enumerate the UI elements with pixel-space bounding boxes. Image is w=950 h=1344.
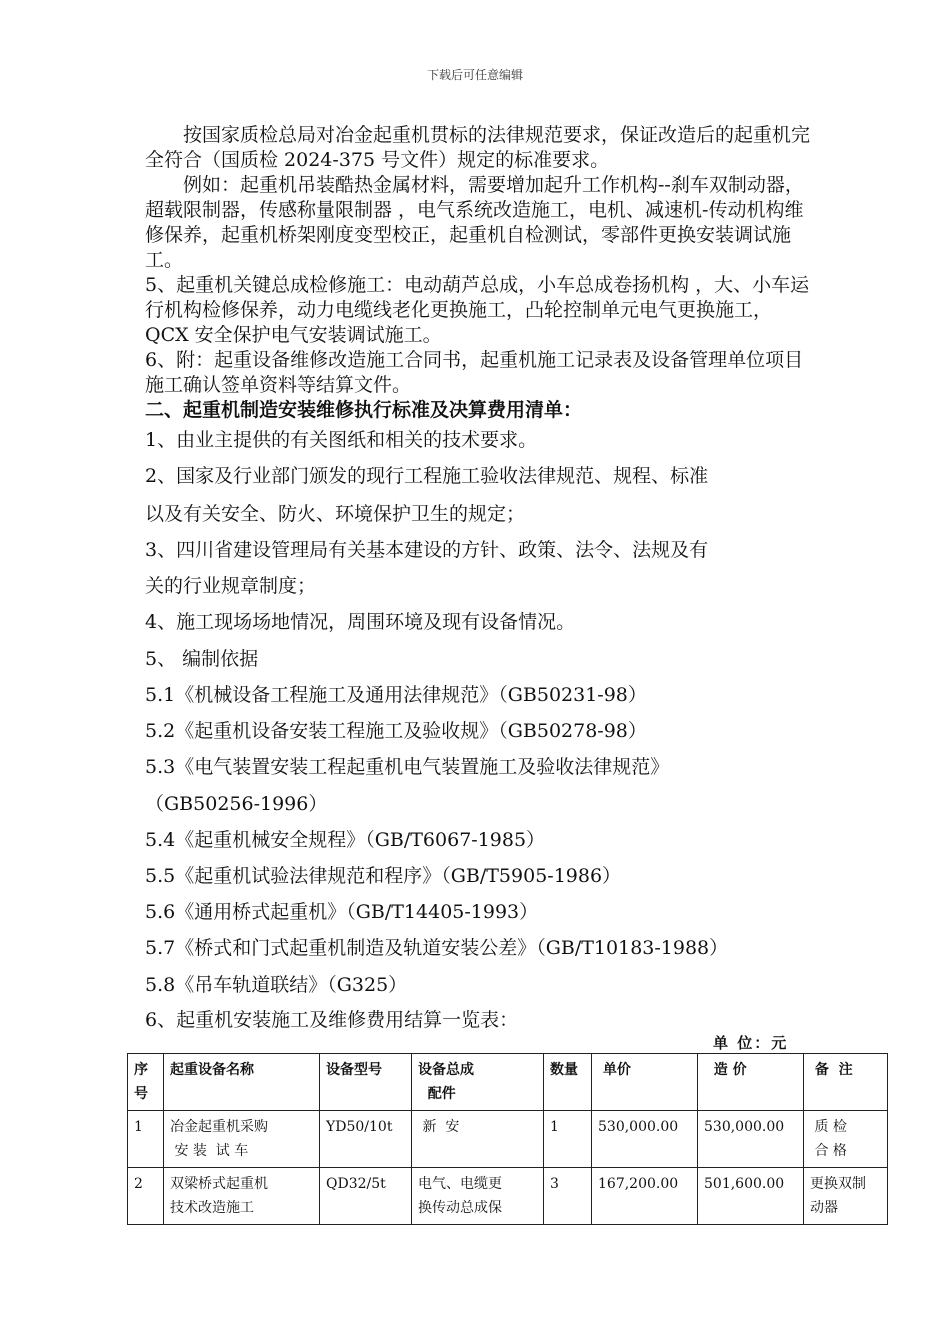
list-item: 5.1《机械设备工程施工及通用法律规范》（GB50231-98） <box>145 684 647 706</box>
list-item: 关的行业规章制度； <box>145 575 317 597</box>
intro-section <box>145 123 815 423</box>
cell-qty: 1 <box>544 1111 592 1168</box>
cell-seq: 2 <box>128 1168 164 1225</box>
unit-label: 单 位：元 <box>713 1034 789 1052</box>
cell-seq: 1 <box>128 1111 164 1168</box>
header-seq: 序号 <box>128 1054 164 1111</box>
cell-total: 530,000.00 <box>698 1111 804 1168</box>
intro-item-5: 5、起重机关键总成检修施工：电动葫芦总成，小车总成卷扬机构 ，大、小车运行机构检修保养，动力电缆线老化更换施工，凸轮控制单元电气更换施工，QCX 安全保护电气安装调试施工。 <box>145 274 810 346</box>
intro-paragraph-2: 例如：起重机吊装酷热金属材料，需要增加起升工作机构--刹车双制动器，超载限制器，传感称量限制器 ，电气系统改造施工，电机、减速机-传动机构维修保养，起重机桥架刚度变型校正，起重机自检测试，零部件更换安装调试施工。 <box>145 174 804 271</box>
header-qty: 数量 <box>544 1054 592 1111</box>
list-item: 5.2《起重机设备安装工程施工及验收规》（GB50278-98） <box>145 720 647 742</box>
header-name: 起重设备名称 <box>164 1054 320 1111</box>
cell-parts: 电气、电缆更 换传动总成保 <box>412 1168 544 1225</box>
table-header-row <box>128 1054 888 1111</box>
cell-name: 冶金起重机采购 安 装 试 车 <box>164 1111 320 1168</box>
list-item: 5.3《电气装置安装工程起重机电气装置施工及验收法律规范》 <box>145 756 670 778</box>
cell-parts: 新 安 <box>412 1111 544 1168</box>
list-item: 5.7《桥式和门式起重机制造及轨道安装公差》（GB/T10183-1988） <box>145 937 729 959</box>
list-item: 5.5《起重机试验法律规范和程序》（GB/T5905-1986） <box>145 865 622 887</box>
list-item: 5.8《吊车轨道联结》（G325） <box>145 974 408 996</box>
cell-qty: 3 <box>544 1168 592 1225</box>
cell-name: 双梁桥式起重机 技术改造施工 <box>164 1168 320 1225</box>
list-item: 以及有关安全、防火、环境保护卫生的规定； <box>145 503 526 525</box>
list-item: 5.4《起重机械安全规程》（GB/T6067-1985） <box>145 829 546 851</box>
header-model: 设备型号 <box>320 1054 412 1111</box>
cell-total: 501,600.00 <box>698 1168 804 1225</box>
header-parts: 设备总成 配件 <box>412 1054 544 1111</box>
cell-remark: 质 检 合 格 <box>804 1111 888 1168</box>
list-item: 2、国家及行业部门颁发的现行工程施工验收法律规范、规程、标准 <box>145 465 709 487</box>
list-item: 3、四川省建设管理局有关基本建设的方针、政策、法令、法规及有 <box>145 539 709 561</box>
cell-remark: 更换双制 动器 <box>804 1168 888 1225</box>
cell-unit-price: 530,000.00 <box>592 1111 698 1168</box>
cost-table <box>127 1053 888 1225</box>
cell-unit-price: 167,200.00 <box>592 1168 698 1225</box>
page-header: 下载后可任意编辑 <box>426 68 523 82</box>
cell-model: QD32/5t <box>320 1168 412 1225</box>
header-total: 造 价 <box>698 1054 804 1111</box>
table-row <box>128 1168 888 1225</box>
header-unit-price: 单价 <box>592 1054 698 1111</box>
list-item: 5.6《通用桥式起重机》（GB/T14405-1993） <box>145 901 539 923</box>
list-item: 6、起重机安装施工及维修费用结算一览表： <box>145 1009 519 1031</box>
section-heading: 二、起重机制造安装维修执行标准及决算费用清单： <box>145 399 583 421</box>
list-item: （GB50256-1996） <box>145 793 328 815</box>
header-remark: 备 注 <box>804 1054 888 1111</box>
intro-item-6: 6、附：起重设备维修改造施工合同书，起重机施工记录表及设备管理单位项目施工确认签单资料等结算文件。 <box>145 349 804 396</box>
cell-model: YD50/10t <box>320 1111 412 1168</box>
intro-paragraph-1: 按国家质检总局对冶金起重机贯标的法律规范要求，保证改造后的起重机完全符合（国质检 2024-375 号文件）规定的标准要求。 <box>145 124 811 171</box>
list-item: 4、施工现场场地情况，周围环境及现有设备情况。 <box>145 611 576 633</box>
list-item: 1、由业主提供的有关图纸和相关的技术要求。 <box>145 429 538 451</box>
list-item: 5、 编制依据 <box>145 648 259 670</box>
table-row <box>128 1111 888 1168</box>
